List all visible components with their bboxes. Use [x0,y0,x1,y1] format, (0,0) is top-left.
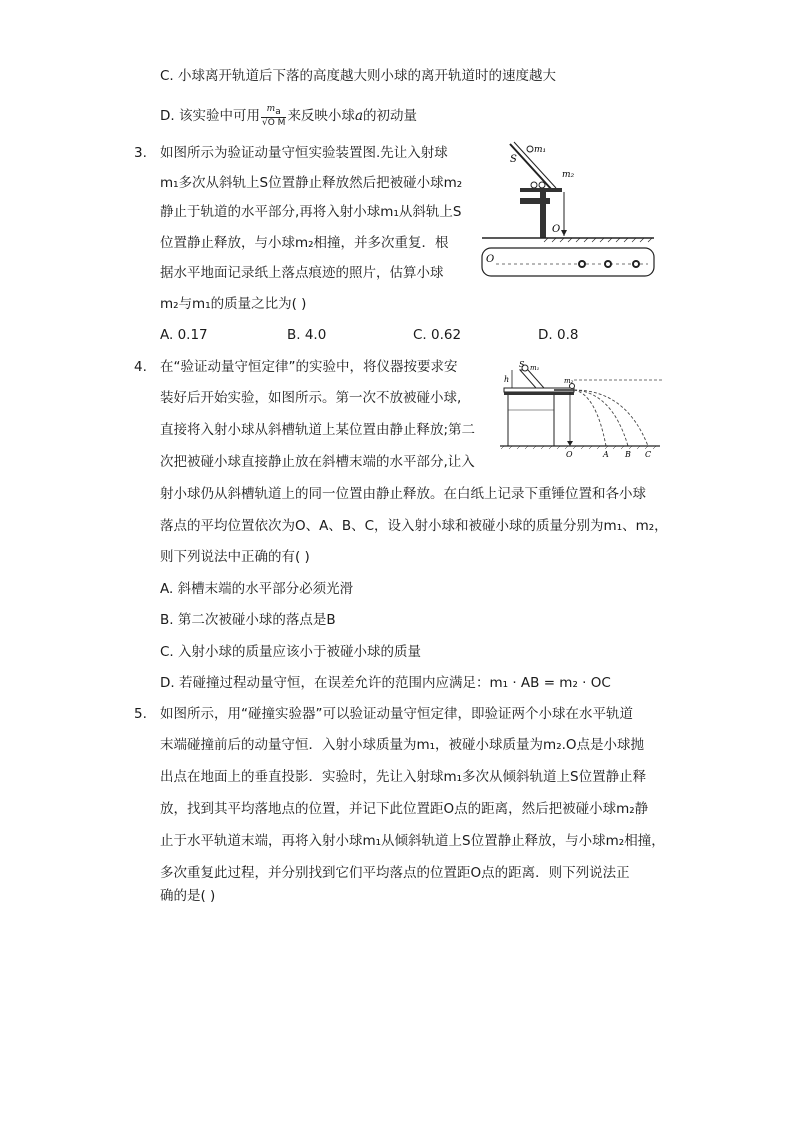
q4-line-6: 落点的平均位置依次为O、A、B、C，设入射小球和被碰小球的质量分别为m₁、m₂， [160,518,668,534]
trajectory-c [574,390,648,446]
q3-line-2: m₁多次从斜轨上S位置静止释放然后把被碰小球m₂ [160,175,463,191]
label-c: C [645,450,652,458]
q2-option-d-prefix: D. 该实验中可用 [160,108,260,124]
q4-option-c: C. 入射小球的质量应该小于被碰小球的质量 [160,644,422,660]
label-m1: m₁ [534,145,547,155]
label-m1: m₁ [530,364,540,372]
frac-denominator: √O M [261,118,286,128]
q3-line-4: 位置静止释放，与小球m₂相撞，并多次重复．根 [160,235,449,251]
label-s: S [519,360,525,369]
label-a: A [603,450,609,458]
ball-m1 [527,146,533,152]
ball-b [539,182,545,188]
q4-option-b: B. 第二次被碰小球的落点是B [160,612,336,628]
frac-numerator-sub: a [275,107,281,117]
q5-line-5: 止于水平轨道末端，再将入射小球m₁从倾斜轨道上S位置静止释放，与小球m₂相撞， [160,833,665,849]
label-m2: m₂ [564,377,574,385]
q4-apparatus-figure [500,360,664,458]
label-s: S [510,154,517,165]
q5-line-2: 末端碰撞前后的动量守恒．入射小球质量为m₁，被碰小球质量为m₂.O点是小球抛 [160,737,645,753]
plumb-bob [567,441,573,446]
q2-option-d-middle: 来反映小球 [287,108,355,124]
q3-line-3: 静止于轨道的水平部分,再将入射小球m₁从斜轨上S [160,204,462,220]
q5-line-3: 出点在地面上的垂直投影．实验时，先让入射球m₁多次从倾斜轨道上S位置静止释 [160,769,647,785]
table-edge [504,392,574,395]
q5-line-4: 放，找到其平均落地点的位置，并记下此位置距O点的距离，然后把被碰小球m₂静 [160,801,649,817]
q3-line-6: m₂与m₁的质量之比为( ) [160,296,307,312]
q5-line-7: 确的是( ) [160,888,216,904]
q4-line-1: 在“验证动量守恒定律”的实验中，将仪器按要求安 [160,359,458,375]
label-o-paper: O [486,254,495,265]
q3-option-a: A. 0.17 [160,327,208,343]
incline [520,370,544,388]
support-post [540,192,546,238]
q3-apparatus-figure [478,140,658,282]
q4-number: 4. [134,359,147,375]
q5-number: 5. [134,706,147,722]
q4-option-d: D. 若碰撞过程动量守恒，在误差允许的范围内应满足：m₁ · AB = m₂ · OC [160,675,611,691]
q5-line-6: 多次重复此过程，并分别找到它们平均落点的位置距O点的距离．则下列说法正 [160,865,630,881]
q2-option-d-var: a [354,108,363,124]
q3-option-b: B. 4.0 [287,327,327,343]
q4-option-a: A. 斜槽末端的水平部分必须光滑 [160,581,354,597]
label-b: B [625,450,631,458]
label-h: h [504,375,510,384]
q4-line-2: 装好后开始实验，如图所示。第一次不放被碰小球, [160,390,462,406]
q4-line-7: 则下列说法中正确的有( ) [160,549,310,565]
record-paper [482,248,654,276]
q3-option-d: D. 0.8 [538,327,579,343]
q2-option-d [160,104,417,128]
q3-option-c: C. 0.62 [413,327,462,343]
q5-line-1: 如图所示，用“碰撞实验器”可以验证动量守恒定律，即验证两个小球在水平轨道 [160,706,633,722]
label-m2: m₂ [562,170,575,180]
q3-line-1: 如图所示为验证动量守恒实验装置图.先让入射球 [160,145,448,161]
q2-option-d-end: 的初动量 [363,108,417,124]
q2-option-d-fraction [261,104,286,128]
horizontal-track [520,188,562,192]
frac-numerator: m [266,104,276,114]
label-o: O [566,450,573,458]
q4-line-4: 次把被碰小球直接静止放在斜槽末端的水平部分,让入 [160,454,475,470]
label-o-top: O [552,224,561,235]
q2-option-c: C. 小球离开轨道后下落的高度越大则小球的离开轨道时的速度越大 [160,68,557,84]
ball-a [531,182,537,188]
q3-number: 3. [134,145,147,161]
q3-line-5: 据水平地面记录纸上落点痕迹的照片，估算小球 [160,265,444,281]
q4-line-3: 直接将入射小球从斜槽轨道上某位置由静止释放;第二 [160,422,476,438]
plumb-bob [561,230,567,236]
q4-line-5: 射小球仍从斜槽轨道上的同一位置由静止释放。在白纸上记录下重锤位置和各小球 [160,486,646,502]
trajectory-a [574,390,606,446]
trajectory-b [574,390,628,446]
